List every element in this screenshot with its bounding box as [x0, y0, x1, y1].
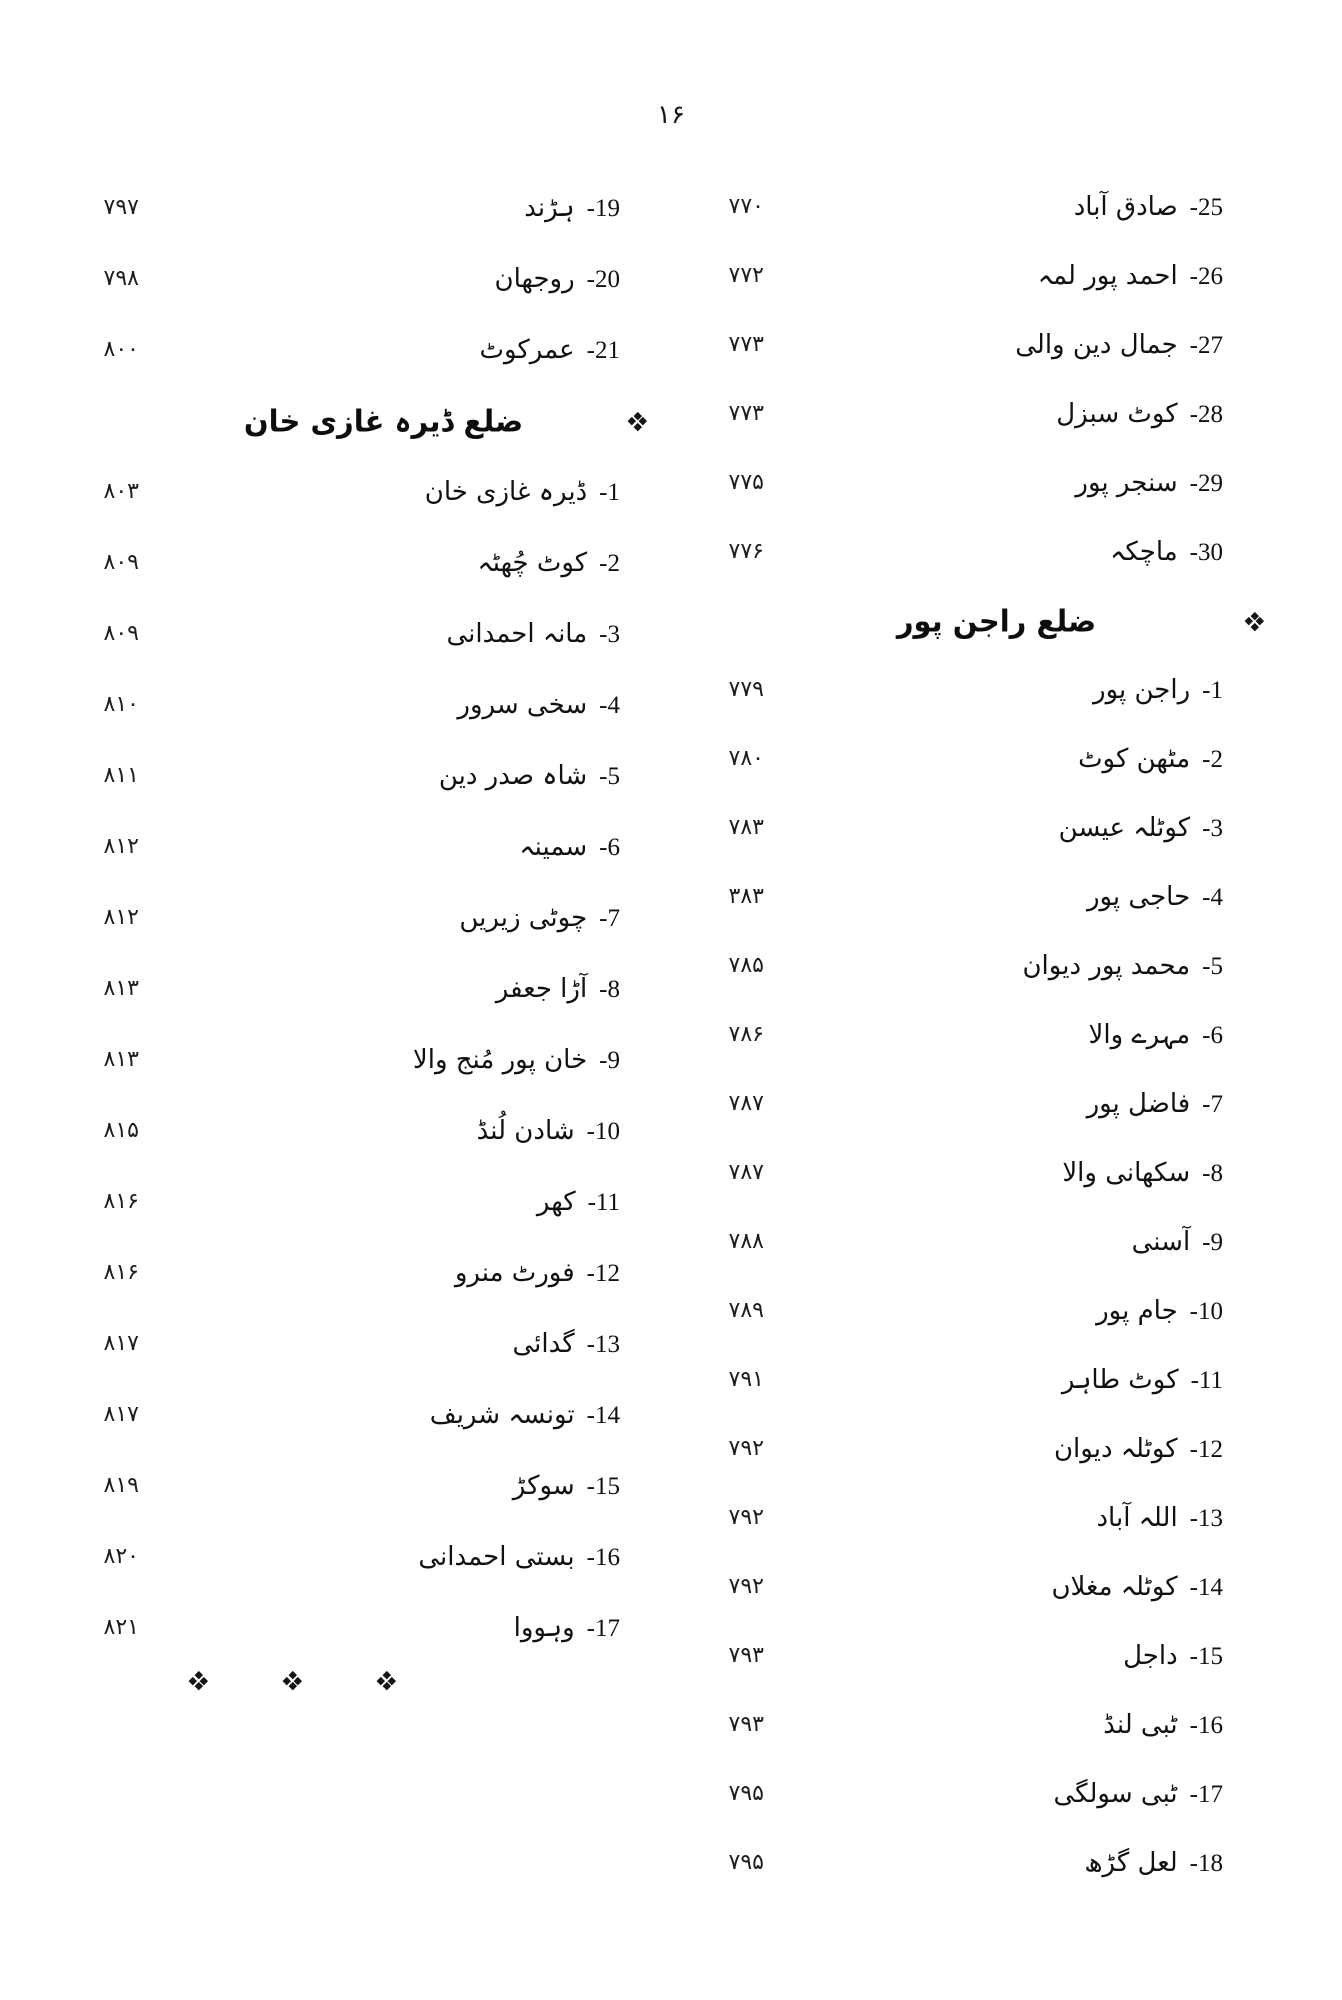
district-heading-cell — [770, 604, 1285, 638]
toc-entry — [770, 330, 1285, 360]
entry-name: آسنی — [1131, 1226, 1191, 1257]
page-ref: ۷۷۲ — [728, 263, 764, 288]
entry-name: روجھان — [494, 263, 575, 294]
toc-entry — [147, 1116, 660, 1146]
entry-name: مٹھن کوٹ — [1078, 743, 1191, 774]
entry-number: 27- — [1189, 331, 1223, 359]
toc-entry — [147, 832, 660, 862]
district-heading: ضلع ڈیرہ غازی خان — [243, 402, 524, 439]
page-ref: ۸۰۹ — [103, 621, 139, 646]
page-ref: ۷۹۲ — [728, 1505, 764, 1530]
entry-number: 6- — [599, 833, 620, 861]
toc-row — [640, 724, 1285, 793]
toc-entry — [147, 1329, 660, 1359]
entry-name: کوٹ چُھٹہ — [477, 547, 588, 578]
entry-name: جمال دین والی — [1015, 329, 1178, 360]
toc-row — [640, 1552, 1285, 1621]
toc-entry — [147, 1542, 660, 1572]
entry-name: فاضل پور — [1086, 1088, 1191, 1119]
page-ref: ۸۱۶ — [103, 1189, 139, 1214]
toc-row — [640, 1345, 1285, 1414]
page-ref: ۷۹۳ — [728, 1643, 764, 1668]
page-ref: ۷۸۶ — [728, 1022, 764, 1047]
toc-row — [640, 172, 1285, 241]
entry-number: 3- — [1202, 814, 1223, 842]
entry-name: تونسہ شریف — [429, 1399, 575, 1430]
entry-number: 16- — [1189, 1711, 1223, 1739]
district-heading-cell — [147, 404, 660, 438]
page-ref: ۷۷۳ — [728, 332, 764, 357]
toc-entry — [147, 264, 660, 294]
entry-number: 4- — [1202, 883, 1223, 911]
toc-entry — [147, 619, 660, 649]
entry-number: 15- — [586, 1472, 620, 1500]
page-ref: ۸۱۲ — [103, 834, 139, 859]
toc-row — [640, 310, 1285, 379]
toc-entry — [770, 1710, 1285, 1740]
entry-number: 7- — [1202, 1090, 1223, 1118]
entry-name: کوٹلہ مغلاں — [1051, 1571, 1178, 1602]
toc-entry — [147, 1400, 660, 1430]
toc-entry — [147, 690, 660, 720]
toc-row — [55, 1166, 660, 1237]
toc-entry — [770, 192, 1285, 222]
toc-entry — [147, 1471, 660, 1501]
page-ref: ۷۸۷ — [728, 1091, 764, 1116]
page-ref: ۸۲۱ — [103, 1615, 139, 1640]
toc-row — [640, 1069, 1285, 1138]
page-ref: ۸۱۷ — [103, 1331, 139, 1356]
toc-entry — [770, 1158, 1285, 1188]
toc-entry — [770, 1296, 1285, 1326]
toc-entry — [770, 1848, 1285, 1878]
toc-row — [55, 1450, 660, 1521]
toc-row — [640, 241, 1285, 310]
entry-number: 28- — [1189, 400, 1223, 428]
toc-entry — [147, 903, 660, 933]
entry-number: 7- — [599, 904, 620, 932]
toc-row — [640, 1414, 1285, 1483]
diamond-icon — [190, 1672, 207, 1689]
page-ref: ۷۸۳ — [728, 815, 764, 840]
toc-entry — [770, 813, 1285, 843]
entry-number: 5- — [599, 762, 620, 790]
toc-entry — [147, 193, 660, 223]
toc-row — [640, 655, 1285, 724]
page-ref: ۷۷۵ — [728, 470, 764, 495]
entry-number: 26- — [1189, 262, 1223, 290]
toc-row — [55, 811, 660, 882]
entry-number: 8- — [599, 975, 620, 1003]
entry-number: 29- — [1189, 469, 1223, 497]
toc-entry — [770, 1572, 1285, 1602]
entry-number: 14- — [586, 1401, 620, 1429]
entry-number: 4- — [599, 691, 620, 719]
toc-row — [55, 1379, 660, 1450]
toc-row — [640, 517, 1285, 586]
entry-name: جام پور — [1096, 1295, 1178, 1326]
page-ref: ۸۱۶ — [103, 1260, 139, 1285]
entry-number: 1- — [1202, 676, 1223, 704]
page-ref: ۷۹۲ — [728, 1574, 764, 1599]
page-ref: ۸۱۵ — [103, 1118, 139, 1143]
entry-number: 13- — [586, 1330, 620, 1358]
toc-row — [55, 1024, 660, 1095]
entry-number: 2- — [599, 549, 620, 577]
page-ref: ۷۹۳ — [728, 1712, 764, 1737]
entry-name: سخی سرور — [457, 689, 588, 720]
toc-row — [640, 1759, 1285, 1828]
toc-entry — [770, 1779, 1285, 1809]
page-ref: ۷۹۸ — [103, 266, 139, 291]
toc-entry — [147, 1613, 660, 1643]
entry-number: 9- — [1202, 1228, 1223, 1256]
entry-number: 15- — [1189, 1642, 1223, 1670]
page-ref: ۷۹۷ — [103, 195, 139, 220]
entry-name: چوٹی زیریں — [459, 902, 588, 933]
toc-entry — [770, 261, 1285, 291]
toc-entry — [770, 675, 1285, 705]
diamond-icon — [284, 1672, 301, 1689]
page-ref: ۸۱۲ — [103, 905, 139, 930]
page-ref: ۷۷۶ — [728, 539, 764, 564]
toc-entry — [770, 1020, 1285, 1050]
entry-number: 12- — [586, 1259, 620, 1287]
district-heading: ضلع راجن پور — [896, 602, 1097, 639]
page-ref: ۷۹۱ — [728, 1367, 764, 1392]
diamond-icon — [629, 413, 646, 430]
section-end-marks — [190, 1672, 395, 1689]
toc-row — [55, 527, 660, 598]
page-ref: ۷۸۰ — [728, 746, 764, 771]
diamond-icon — [1246, 613, 1263, 630]
entry-number: 5- — [1202, 952, 1223, 980]
toc-row — [55, 456, 660, 527]
page-ref: ۸۱۰ — [103, 692, 139, 717]
entry-number: 11- — [587, 1188, 620, 1216]
toc-entry — [770, 1641, 1285, 1671]
entry-number: 2- — [1202, 745, 1223, 773]
entry-name: مہرے والا — [1088, 1019, 1191, 1050]
toc-row — [55, 1592, 660, 1663]
entry-number: 20- — [586, 265, 620, 293]
toc-entry — [770, 1227, 1285, 1257]
entry-name: شادن لُنڈ — [476, 1115, 575, 1146]
toc-entry — [770, 468, 1285, 498]
toc-row — [640, 1690, 1285, 1759]
toc-entry — [147, 761, 660, 791]
page-ref: ۳۸۳ — [728, 884, 764, 909]
entry-number: 17- — [586, 1614, 620, 1642]
page-ref: ۷۹۵ — [728, 1781, 764, 1806]
entry-number: 14- — [1189, 1573, 1223, 1601]
entry-number: 18- — [1189, 1849, 1223, 1877]
entry-number: 11- — [1190, 1366, 1223, 1394]
entry-number: 12- — [1189, 1435, 1223, 1463]
page-ref: ۷۸۸ — [728, 1229, 764, 1254]
page-ref: ۷۷۳ — [728, 401, 764, 426]
entry-name: حاجی پور — [1086, 881, 1191, 912]
entry-name: ہڑند — [524, 192, 575, 223]
toc-entry — [770, 1365, 1285, 1395]
entry-name: بستی احمدانی — [418, 1541, 575, 1572]
toc-row — [55, 314, 660, 385]
toc-entry — [147, 1258, 660, 1288]
toc-row — [640, 1207, 1285, 1276]
entry-name: کوٹلہ دیوان — [1053, 1433, 1178, 1464]
entry-name: داجل — [1123, 1640, 1178, 1671]
toc-row — [55, 1308, 660, 1379]
toc-row — [55, 740, 660, 811]
toc-row — [640, 862, 1285, 931]
entry-number: 10- — [1189, 1297, 1223, 1325]
entry-name: فورٹ منرو — [454, 1257, 575, 1288]
entry-number: 10- — [586, 1117, 620, 1145]
toc-entry — [770, 1434, 1285, 1464]
toc-entry — [147, 548, 660, 578]
entry-name: سکھانی والا — [1062, 1157, 1191, 1188]
toc-column-left — [55, 172, 660, 1663]
entry-name: کوٹ طاہر — [1061, 1364, 1179, 1395]
toc-entry — [770, 1089, 1285, 1119]
entry-number: 6- — [1202, 1021, 1223, 1049]
toc-row — [640, 1276, 1285, 1345]
entry-name: راجن پور — [1093, 674, 1191, 705]
page-ref: ۸۱۹ — [103, 1473, 139, 1498]
page-ref: ۸۱۱ — [103, 763, 139, 788]
entry-name: کھر — [536, 1186, 576, 1217]
page-ref: ۸۱۳ — [103, 1047, 139, 1072]
entry-number: 16- — [586, 1543, 620, 1571]
entry-number: 1- — [599, 478, 620, 506]
page-ref: ۷۸۵ — [728, 953, 764, 978]
entry-name: ڈیرہ غازی خان — [424, 476, 588, 507]
entry-name: کوٹلہ عیسن — [1058, 812, 1191, 843]
toc-entry — [770, 537, 1285, 567]
entry-name: ٹبی لنڈ — [1103, 1709, 1178, 1740]
entry-number: 3- — [599, 620, 620, 648]
toc-row — [55, 1521, 660, 1592]
toc-entry — [770, 951, 1285, 981]
toc-entry — [770, 399, 1285, 429]
page-ref: ۷۷۹ — [728, 677, 764, 702]
entry-name: محمد پور دیوان — [1022, 950, 1191, 981]
diamond-icon — [378, 1672, 395, 1689]
toc-entry — [147, 1187, 660, 1217]
page-ref: ۸۱۷ — [103, 1402, 139, 1427]
entry-number: 25- — [1189, 193, 1223, 221]
toc-row — [55, 243, 660, 314]
toc-entry — [147, 974, 660, 1004]
toc-row — [640, 793, 1285, 862]
page-ref: ۷۹۵ — [728, 1850, 764, 1875]
toc-row — [640, 1483, 1285, 1552]
toc-entry — [770, 744, 1285, 774]
entry-name: سمینہ — [519, 831, 588, 862]
page-ref: ۷۸۷ — [728, 1160, 764, 1185]
entry-name: عمرکوٹ — [479, 334, 575, 365]
toc-column-right — [640, 172, 1285, 1897]
toc-row — [55, 1237, 660, 1308]
entry-number: 8- — [1202, 1159, 1223, 1187]
toc-row — [640, 1828, 1285, 1897]
entry-name: احمد پور لمہ — [1037, 260, 1178, 291]
entry-name: سنجر پور — [1075, 467, 1178, 498]
toc-entry — [147, 1045, 660, 1075]
toc-row — [55, 598, 660, 669]
entry-name: کوٹ سبزل — [1056, 398, 1178, 429]
page-ref: ۸۰۹ — [103, 550, 139, 575]
entry-name: گدائی — [512, 1328, 575, 1359]
toc-row — [640, 1000, 1285, 1069]
toc-row — [640, 379, 1285, 448]
toc-row — [55, 172, 660, 243]
entry-number: 21- — [586, 336, 620, 364]
entry-name: سوکڑ — [512, 1470, 575, 1501]
entry-name: ٹبی سولگی — [1053, 1778, 1178, 1809]
toc-row — [640, 931, 1285, 1000]
district-heading-row — [640, 586, 1285, 655]
page-ref: ۸۰۳ — [103, 479, 139, 504]
entry-name: خان پور مُنج والا — [412, 1044, 588, 1075]
entry-name: شاہ صدر دین — [438, 760, 588, 791]
page-ref: ۷۷۰ — [728, 194, 764, 219]
entry-number: 17- — [1189, 1780, 1223, 1808]
entry-number: 19- — [586, 194, 620, 222]
entry-name: ماچکہ — [1110, 536, 1178, 567]
page-number: ۱۶ — [657, 100, 685, 130]
toc-entry — [147, 335, 660, 365]
entry-number: 13- — [1189, 1504, 1223, 1532]
toc-row — [55, 953, 660, 1024]
district-heading-row — [55, 385, 660, 456]
toc-row — [640, 1138, 1285, 1207]
entry-name: صادق آباد — [1073, 191, 1178, 222]
page-ref: ۷۹۲ — [728, 1436, 764, 1461]
page-ref: ۸۲۰ — [103, 1544, 139, 1569]
toc-row — [55, 669, 660, 740]
page-ref: ۷۸۹ — [728, 1298, 764, 1323]
entry-name: مانہ احمدانی — [446, 618, 588, 649]
entry-name: لعل گڑھ — [1084, 1847, 1178, 1878]
entry-name: آڑا جعفر — [495, 973, 588, 1004]
toc-entry — [770, 1503, 1285, 1533]
toc-row — [55, 882, 660, 953]
page-ref: ۸۱۳ — [103, 976, 139, 1001]
entry-name: وہووا — [513, 1612, 575, 1643]
entry-name: اللہ آباد — [1096, 1502, 1178, 1533]
toc-row — [640, 1621, 1285, 1690]
toc-entry — [147, 477, 660, 507]
page-ref: ۸۰۰ — [103, 337, 139, 362]
toc-row — [640, 448, 1285, 517]
entry-number: 30- — [1189, 538, 1223, 566]
toc-entry — [770, 882, 1285, 912]
entry-number: 9- — [599, 1046, 620, 1074]
toc-row — [55, 1095, 660, 1166]
